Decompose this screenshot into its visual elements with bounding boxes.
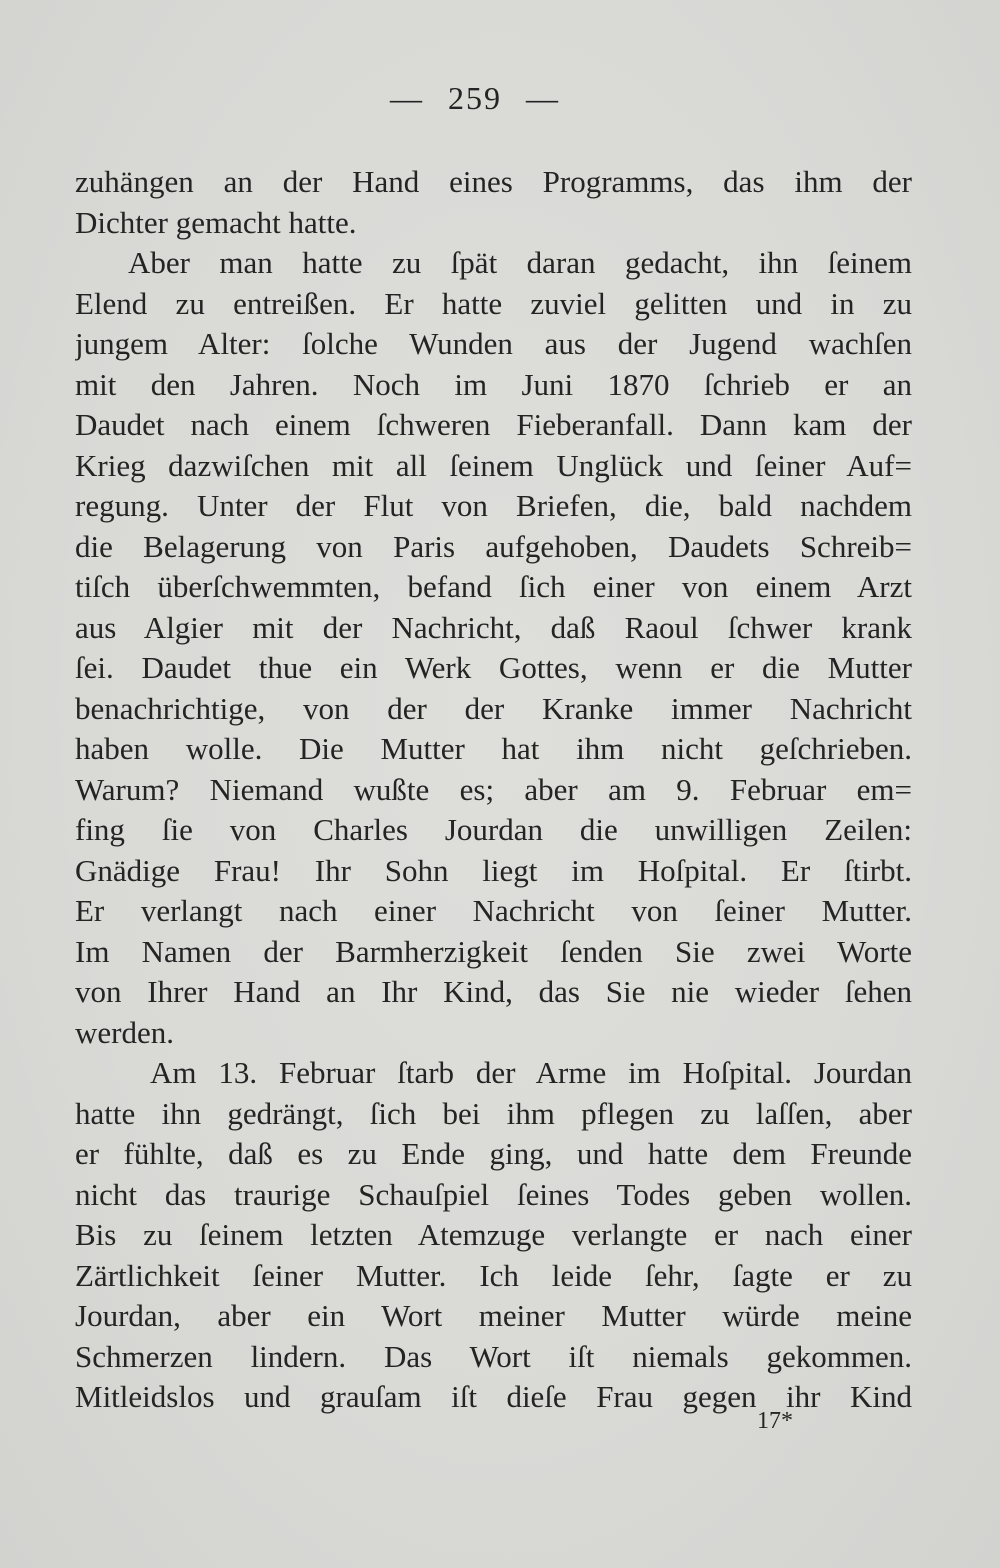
text-line: Gnädige Frau! Ihr Sohn liegt im Hoſpital. Er ſtirbt. <box>75 852 912 888</box>
page-number: — 259 — <box>390 80 560 116</box>
text-line: Im Namen der Barmherzigkeit ſenden Sie zwei Worte <box>75 933 912 969</box>
text-line: Schmerzen lindern. Das Wort iſt niemals gekommen. <box>75 1338 912 1374</box>
text-line: Krieg dazwiſchen mit all ſeinem Unglück und ſeiner Auf= <box>75 447 912 483</box>
text-line: Jourdan, aber ein Wort meiner Mutter würde meine <box>75 1298 912 1333</box>
text-line: hatte ihn gedrängt, ſich bei ihm pflegen zu laſſen, aber <box>75 1095 912 1131</box>
text-line: regung. Unter der Flut von Briefen, die, bald nachdem <box>75 488 912 523</box>
text-line: Warum? Niemand wußte es; aber am 9. Februar em= <box>75 771 912 807</box>
text-line: von Ihrer Hand an Ihr Kind, das Sie nie wieder ſehen <box>75 974 912 1009</box>
text-line: Mitleidslos und grauſam iſt dieſe Frau gegen ihr Kind <box>75 1379 912 1414</box>
text-line: ſei. Daudet thue ein Werk Gottes, wenn er die Mutter <box>75 650 912 685</box>
text-line: Daudet nach einem ſchweren Fieberanfall. Dann kam der <box>75 407 912 442</box>
text-line: nicht das traurige Schauſpiel ſeines Todes geben wollen. <box>75 1176 912 1212</box>
text-line: fing ſie von Charles Jourdan die unwilligen Zeilen: <box>75 812 912 847</box>
text-line: jungem Alter: ſolche Wunden aus der Jugend wachſen <box>75 326 912 361</box>
text-line: aus Algier mit der Nachricht, daß Raoul ſchwer krank <box>75 609 912 645</box>
text-line: Am 13. Februar ſtarb der Arme im Hoſpital. Jourdan <box>150 1055 912 1090</box>
text-line: Aber man hatte zu ſpät daran gedacht, ihn ſeinem <box>128 245 912 280</box>
text-line: die Belagerung von Paris aufgehoben, Daudets Schreib= <box>75 528 912 564</box>
text-line: benachrichtige, von der der Kranke immer Nachricht <box>75 690 912 726</box>
text-line: Elend zu entreißen. Er hatte zuviel gelitten und in zu <box>75 285 912 321</box>
text-line: tiſch überſchwemmten, befand ſich einer von einem Arzt <box>75 569 912 604</box>
text-line: mit den Jahren. Noch im Juni 1870 ſchrieb er an <box>75 366 912 402</box>
text-line: Er verlangt nach einer Nachricht von ſeiner Mutter. <box>75 893 912 928</box>
text-line: Dichter gemacht hatte. <box>75 204 357 240</box>
text-line: haben wolle. Die Mutter hat ihm nicht geſchrieben. <box>75 731 912 766</box>
body-text <box>75 162 912 1418</box>
text-line: Bis zu ſeinem letzten Atemzuge verlangte er nach einer <box>75 1217 912 1252</box>
text-line: Zärtlichkeit ſeiner Mutter. Ich leide ſehr, ſagte er zu <box>75 1257 912 1293</box>
text-line: er fühlte, daß es zu Ende ging, und hatte dem Freunde <box>75 1136 912 1171</box>
signature-mark: 17* <box>757 1408 793 1434</box>
text-line: zuhängen an der Hand eines Programms, das ihm der <box>75 164 912 199</box>
text-line: werden. <box>75 1014 174 1050</box>
